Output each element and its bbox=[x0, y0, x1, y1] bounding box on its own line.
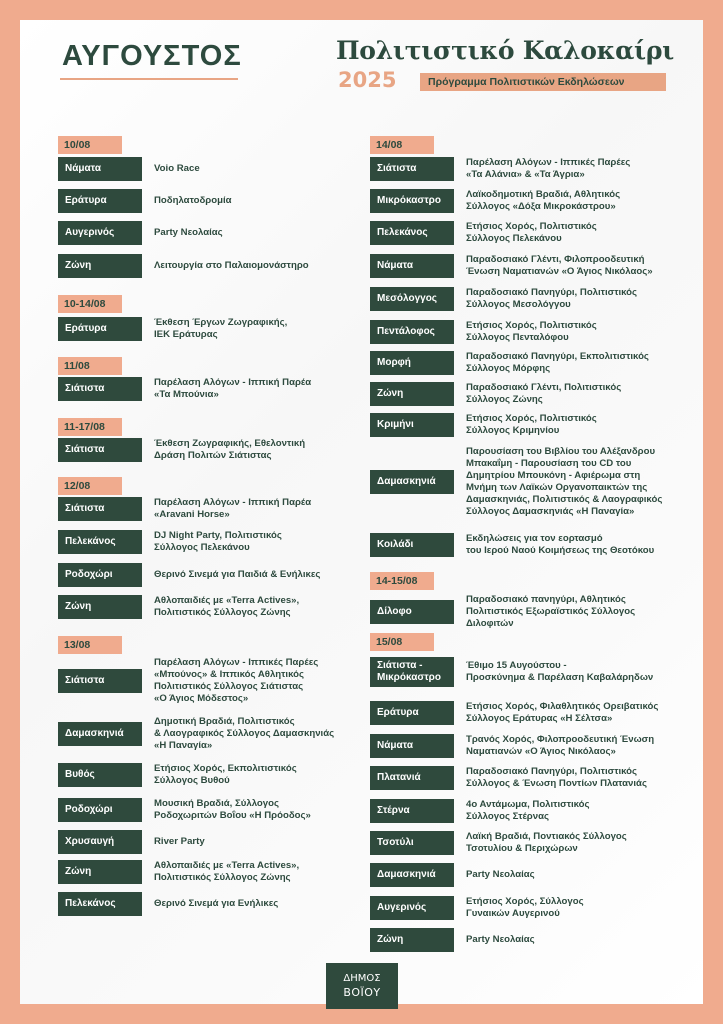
event-location: Αυγερινός bbox=[370, 896, 454, 920]
event-description: Δημοτική Βραδιά, Πολιτιστικός & Λαογραφικός Σύλλογος Δαμασκηνιάς «Η Παναγία» bbox=[154, 716, 335, 751]
event-location: Κριμήνι bbox=[370, 413, 454, 437]
event-location: Πλατανιά bbox=[370, 766, 454, 790]
event-description: Έκθεση Έργων Ζωγραφικής, ΙΕΚ Εράτυρας bbox=[154, 317, 288, 340]
event-row bbox=[58, 317, 374, 341]
event-location: Ροδοχώρι bbox=[58, 563, 142, 587]
date-label: 11/08 bbox=[58, 357, 122, 375]
event-description: Μουσική Βραδιά, Σύλλογος Ροδοχωριτών Βοΐου «Η Πρόοδος» bbox=[154, 798, 311, 821]
event-location: Χρυσαυγή bbox=[58, 830, 142, 854]
event-location: Τσοτύλι bbox=[370, 831, 454, 855]
event-description: Λαϊκοδημοτική Βραδιά, Αθλητικός Σύλλογος «Δόξα Μικροκάστρου» bbox=[466, 189, 621, 212]
event-location: Δαμασκηνιά bbox=[370, 470, 454, 494]
event-location: Νάματα bbox=[370, 254, 454, 278]
event-description: Θερινό Σινεμά για Παιδιά & Ενήλικες bbox=[154, 569, 321, 580]
event-row bbox=[58, 563, 374, 587]
event-row bbox=[370, 799, 696, 823]
event-description: DJ Night Party, Πολιτιστικός Σύλλογος Πελεκάνου bbox=[154, 530, 282, 553]
event-location: Δίλοφο bbox=[370, 600, 454, 624]
event-description: Αθλοπαιδιές με «Terra Actives», Πολιτιστικός Σύλλογος Ζώνης bbox=[154, 595, 300, 618]
event-location: Πελεκάνος bbox=[370, 221, 454, 245]
event-location: Μικρόκαστρο bbox=[370, 189, 454, 213]
event-description: Παρουσίαση του Βιβλίου του Αλέξανδρου Μπακαΐμη - Παρουσίαση του CD του Δημητρίου Μπουκόνη - Αφιέρωμα στη Μνήμη των Λαϊκών Οργανοπαικτών της Δαμασκηνιάς, Πολιτιστικός & Λαογραφικός Σύλλογος Δαμασκηνιάς «Η Παναγία» bbox=[466, 446, 663, 517]
event-description: Voio Race bbox=[154, 163, 200, 174]
event-row bbox=[58, 763, 374, 787]
event-description: Παραδοσιακό Πανηγύρι, Εκπολιτιστικός Σύλλογος Μόρφης bbox=[466, 351, 649, 374]
event-location: Ζώνη bbox=[58, 860, 142, 884]
event-location: Μορφή bbox=[370, 351, 454, 375]
event-row bbox=[58, 798, 374, 822]
event-row bbox=[370, 766, 696, 790]
event-row bbox=[58, 189, 374, 213]
event-location: Σιάτιστα bbox=[58, 438, 142, 462]
logo-line-1: ΔΗΜΟΣ bbox=[343, 973, 381, 984]
event-description: Party Νεολαίας bbox=[466, 869, 535, 880]
program-year: 2025 bbox=[338, 68, 397, 92]
date-label: 14/08 bbox=[370, 136, 434, 154]
event-row bbox=[370, 734, 696, 758]
event-row bbox=[370, 594, 696, 630]
event-location: Μεσόλογγος bbox=[370, 287, 454, 311]
event-row bbox=[370, 928, 696, 952]
event-location: Εράτυρα bbox=[58, 317, 142, 341]
event-row bbox=[370, 533, 696, 557]
event-description: Παρέλαση Αλόγων - Ιππική Παρέα «Τα Μπούνια» bbox=[154, 377, 312, 400]
event-description: Ετήσιος Χορός, Σύλλογος Γυναικών Αυγερινού bbox=[466, 896, 584, 919]
event-row bbox=[58, 830, 374, 854]
event-description: Παραδοσιακό πανηγύρι, Αθλητικός Πολιτιστικός Εξωραϊστικός Σύλλογος Διλοφιτών bbox=[466, 594, 636, 629]
event-description: Τρανός Χορός, Φιλοπροοδευτική Ένωση Ναματιανών «Ο Άγιος Νικόλαος» bbox=[466, 734, 655, 757]
event-description: Έθιμο 15 Αυγούστου - Προσκύνημα & Παρέλαση Καβαλάρηδων bbox=[466, 660, 654, 683]
event-row bbox=[58, 438, 374, 462]
date-label: 11-17/08 bbox=[58, 418, 122, 436]
event-row bbox=[370, 382, 696, 406]
event-location: Σιάτιστα bbox=[58, 669, 142, 693]
month-title: ΑΥΓΟΥΣΤΟΣ bbox=[62, 40, 242, 72]
event-row bbox=[58, 860, 374, 884]
municipality-logo bbox=[326, 963, 398, 1009]
event-description: Παρέλαση Αλόγων - Ιππικές Παρέες «Τα Αλάνια» & «Τα Άγρια» bbox=[466, 157, 631, 180]
date-label: 12/08 bbox=[58, 477, 122, 495]
event-row bbox=[370, 896, 696, 920]
event-location: Νάματα bbox=[58, 157, 142, 181]
event-description: Ετήσιος Χορός, Πολιτιστικός Σύλλογος Κριμηνίου bbox=[466, 413, 597, 436]
event-description: Ετήσιος Χορός, Φιλαθλητικός Ορειβατικός Σύλλογος Εράτυρας «Η Σέλτσα» bbox=[466, 701, 659, 724]
event-description: River Party bbox=[154, 836, 205, 847]
event-description: Party Νεολαίας bbox=[154, 227, 223, 238]
month-underline bbox=[60, 78, 238, 80]
event-row bbox=[370, 189, 696, 213]
event-row bbox=[58, 377, 374, 401]
event-row bbox=[370, 254, 696, 278]
event-location: Πελεκάνος bbox=[58, 530, 142, 554]
event-description: Λαϊκή Βραδιά, Ποντιακός Σύλλογος Τσοτυλίου & Περιχώρων bbox=[466, 831, 627, 854]
event-row bbox=[58, 657, 374, 705]
event-location: Σιάτιστα - Μικρόκαστρο bbox=[370, 657, 454, 687]
date-label: 15/08 bbox=[370, 633, 434, 651]
event-location: Εράτυρα bbox=[58, 189, 142, 213]
event-location: Σιάτιστα bbox=[58, 497, 142, 521]
event-row bbox=[58, 595, 374, 619]
event-location: Δαμασκηνιά bbox=[58, 722, 142, 746]
event-location: Αυγερινός bbox=[58, 221, 142, 245]
event-description: Ετήσιος Χορός, Εκπολιτιστικός Σύλλογος Βυθού bbox=[154, 763, 297, 786]
event-location: Πεντάλοφος bbox=[370, 320, 454, 344]
event-row bbox=[370, 320, 696, 344]
event-location: Ροδοχώρι bbox=[58, 798, 142, 822]
event-description: Παραδοσιακό Πανηγύρι, Πολιτιστικός Σύλλογος & Ένωση Ποντίων Πλατανιάς bbox=[466, 766, 647, 789]
event-description: Εκδηλώσεις για τον εορτασμό του Ιερού Ναού Κοιμήσεως της Θεοτόκου bbox=[466, 533, 655, 556]
event-location: Βυθός bbox=[58, 763, 142, 787]
event-location: Νάματα bbox=[370, 734, 454, 758]
event-row bbox=[370, 287, 696, 311]
date-label: 10-14/08 bbox=[58, 295, 122, 313]
event-description: Λειτουργία στο Παλαιομονάστηρο bbox=[154, 260, 309, 271]
event-row bbox=[370, 157, 696, 181]
event-row bbox=[58, 157, 374, 181]
event-row bbox=[58, 530, 374, 554]
event-row bbox=[370, 863, 696, 887]
event-description: Ετήσιος Χορός, Πολιτιστικός Σύλλογος Πενταλόφου bbox=[466, 320, 597, 343]
date-label: 14-15/08 bbox=[370, 572, 434, 590]
event-description: Ετήσιος Χορός, Πολιτιστικός Σύλλογος Πελεκάνου bbox=[466, 221, 597, 244]
event-row bbox=[58, 221, 374, 245]
event-location: Ζώνη bbox=[58, 254, 142, 278]
event-row bbox=[370, 446, 696, 518]
event-row bbox=[370, 831, 696, 855]
event-location: Σιάτιστα bbox=[58, 377, 142, 401]
event-location: Ζώνη bbox=[58, 595, 142, 619]
event-description: Θερινό Σινεμά για Ενήλικες bbox=[154, 898, 279, 909]
event-description: Party Νεολαίας bbox=[466, 934, 535, 945]
event-row bbox=[370, 701, 696, 725]
event-description: Παραδοσιακό Γλέντι, Πολιτιστικός Σύλλογος Ζώνης bbox=[466, 382, 622, 405]
program-subtitle: Πρόγραμμα Πολιτιστικών Εκδηλώσεων bbox=[420, 73, 666, 91]
event-row bbox=[370, 351, 696, 375]
event-description: Ποδηλατοδρομία bbox=[154, 195, 232, 206]
event-location: Στέρνα bbox=[370, 799, 454, 823]
date-label: 10/08 bbox=[58, 136, 122, 154]
event-row bbox=[370, 221, 696, 245]
event-description: Αθλοπαιδιές με «Terra Actives», Πολιτιστικός Σύλλογος Ζώνης bbox=[154, 860, 300, 883]
event-description: Παραδοσιακό Γλέντι, Φιλοπροοδευτική Ένωση Ναματιανών «Ο Άγιος Νικόλαος» bbox=[466, 254, 653, 277]
event-row bbox=[58, 497, 374, 521]
event-row bbox=[58, 254, 374, 278]
date-label: 13/08 bbox=[58, 636, 122, 654]
event-location: Εράτυρα bbox=[370, 701, 454, 725]
program-title: Πολιτιστικό Καλοκαίρι bbox=[336, 36, 674, 65]
event-description: Έκθεση Ζωγραφικής, Εθελοντική Δράση Πολιτών Σιάτιστας bbox=[154, 438, 306, 461]
event-row bbox=[58, 892, 374, 916]
event-location: Πελεκάνος bbox=[58, 892, 142, 916]
logo-line-2: ΒΟΪΟΥ bbox=[343, 986, 381, 999]
event-location: Κοιλάδι bbox=[370, 533, 454, 557]
event-description: Παρέλαση Αλόγων - Ιππική Παρέα «Aravani Horse» bbox=[154, 497, 312, 520]
event-location: Σιάτιστα bbox=[370, 157, 454, 181]
event-location: Ζώνη bbox=[370, 928, 454, 952]
event-row bbox=[58, 716, 374, 752]
event-location: Δαμασκηνιά bbox=[370, 863, 454, 887]
event-description: Παρέλαση Αλόγων - Ιππικές Παρέες «Μπούνος» & Ιππικός Αθλητικός Πολιτιστικός Σύλλογος Σιάτιστας «Ο Άγιος Μόδεστος» bbox=[154, 657, 319, 704]
event-description: 4ο Αντάμωμα, Πολιτιστικός Σύλλογος Στέρνας bbox=[466, 799, 590, 822]
event-location: Ζώνη bbox=[370, 382, 454, 406]
event-row bbox=[370, 657, 696, 687]
event-description: Παραδοσιακό Πανηγύρι, Πολιτιστικός Σύλλογος Μεσολόγγου bbox=[466, 287, 638, 310]
event-row bbox=[370, 413, 696, 437]
